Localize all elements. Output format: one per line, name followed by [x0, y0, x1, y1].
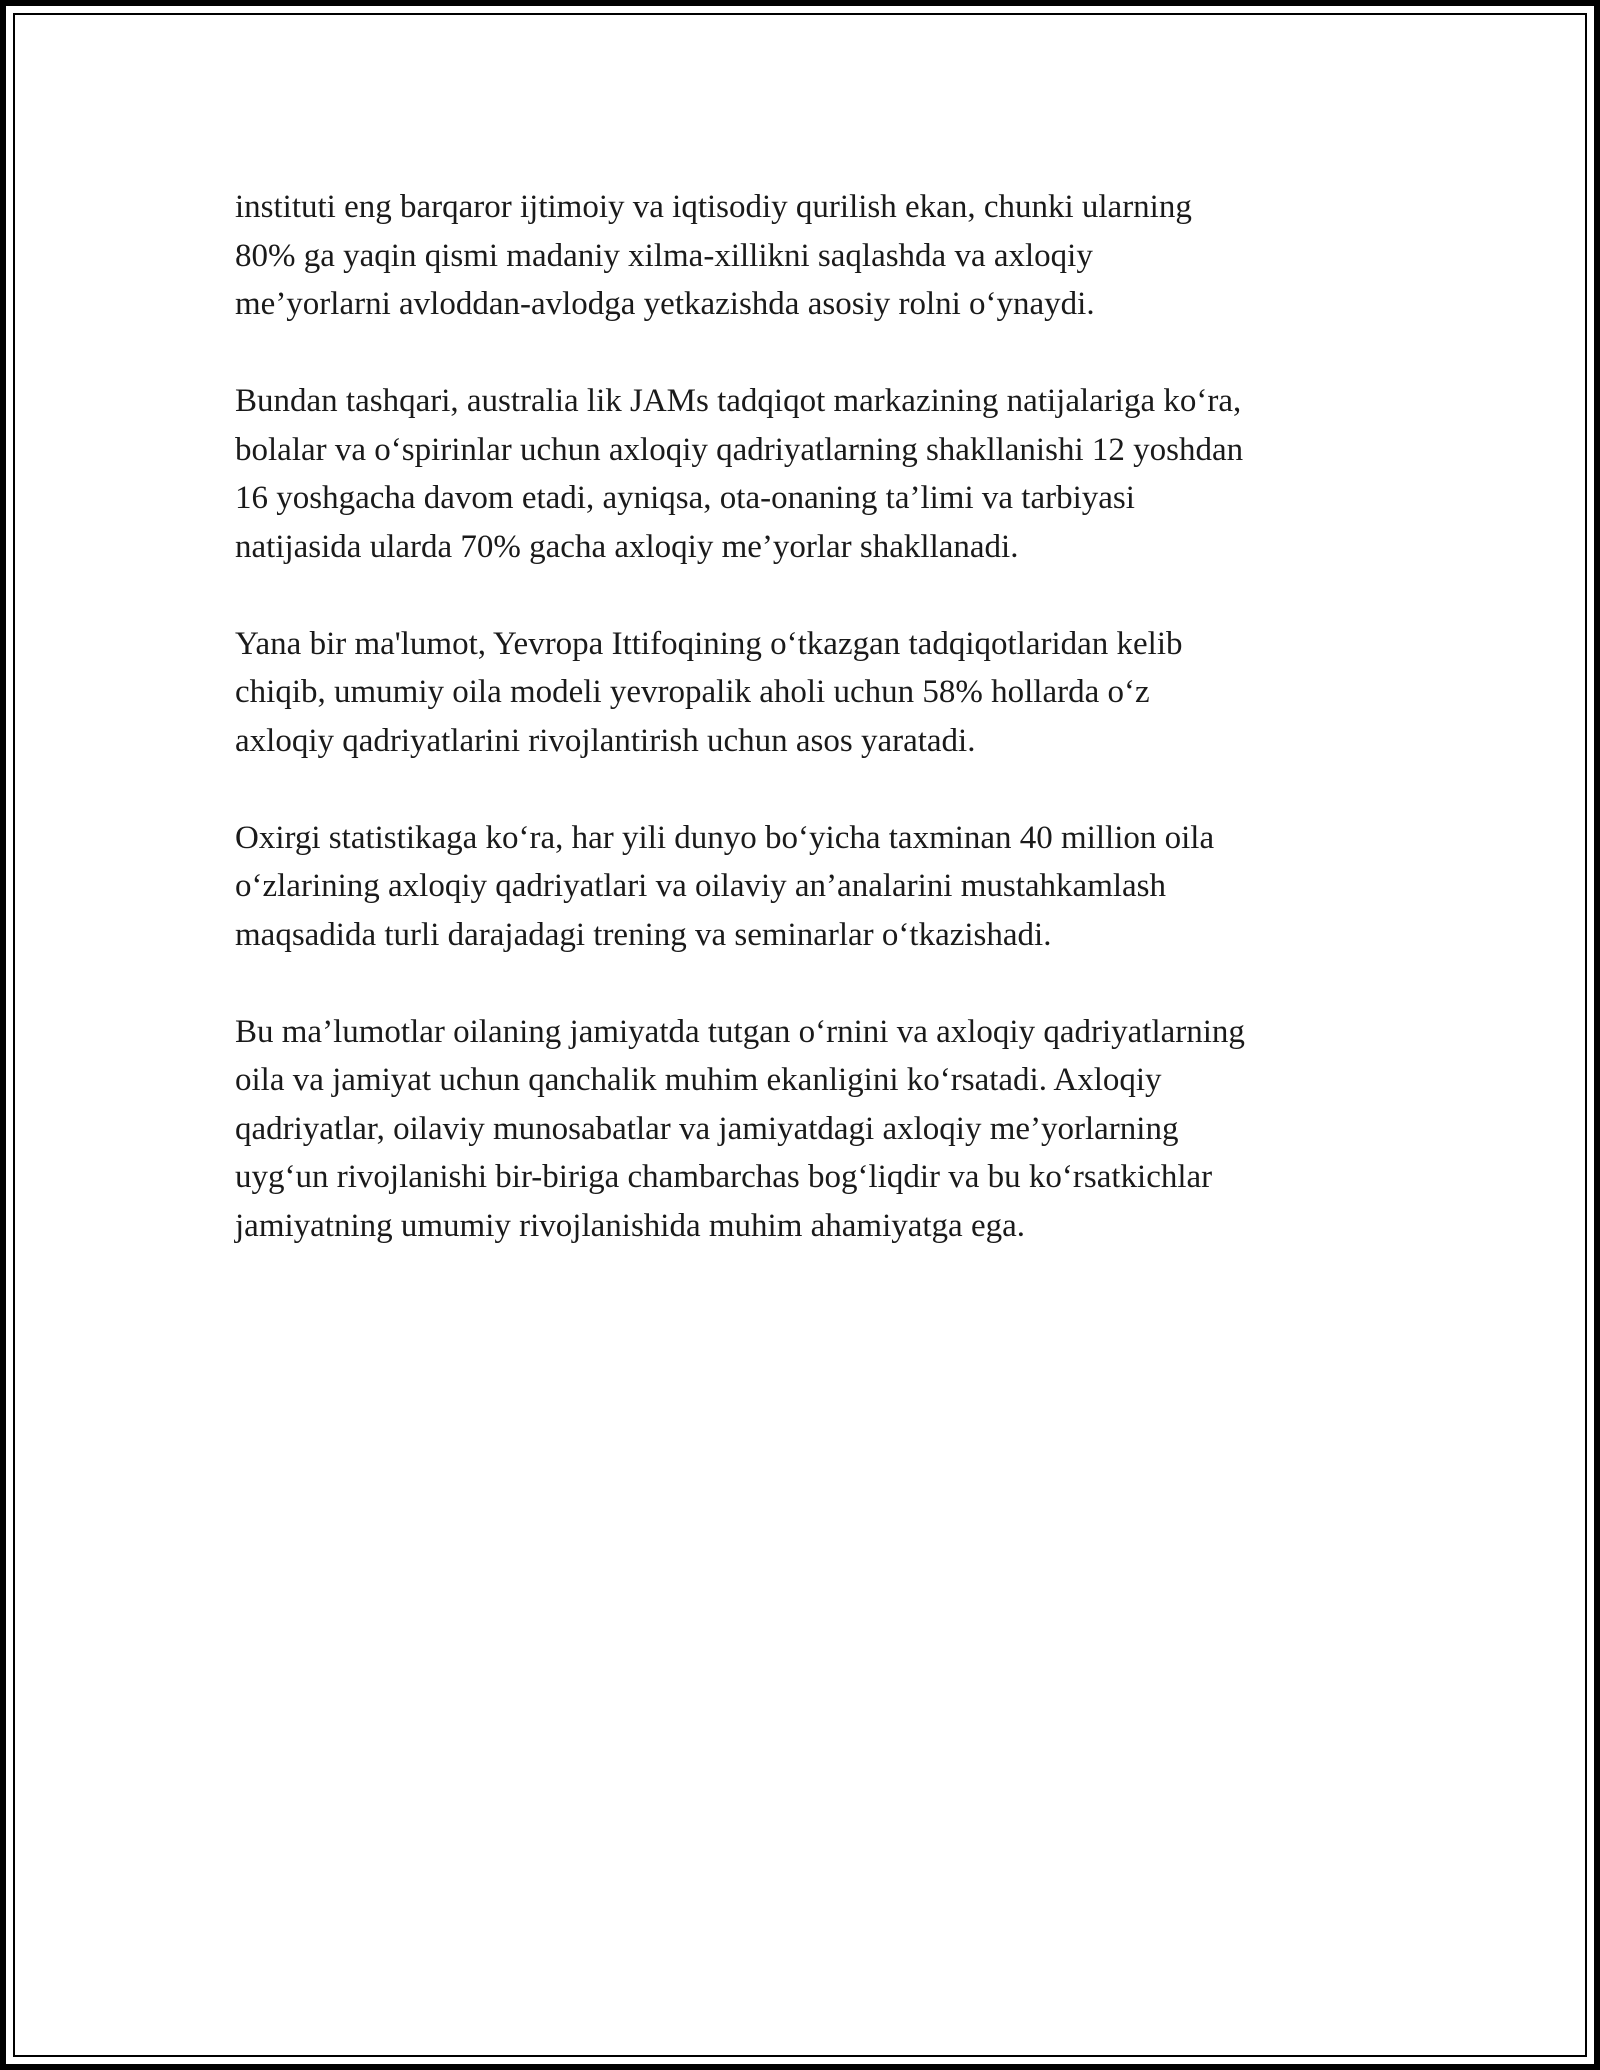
paragraph-4	[235, 814, 1385, 960]
text-line: Oxirgi statistikaga ko‘ra, har yili dunyo bo‘yicha taxminan 40 million oila	[235, 819, 1215, 856]
text-line: chiqib, umumiy oila modeli yevropalik aholi uchun 58% hollarda o‘z	[235, 674, 1150, 710]
text-line: o‘zlarining axloqiy qadriyatlari va oilaviy an’analarini mustahkamlash	[235, 868, 1167, 904]
paragraph-1	[235, 183, 1385, 329]
text-line: Yana bir ma'lumot, Yevropa Ittifoqining o‘tkazgan tadqiqotlaridan kelib	[235, 625, 1183, 662]
document-body	[235, 183, 1385, 1299]
paragraph-5	[235, 1008, 1385, 1251]
text-line: uyg‘un rivojlanishi bir-biriga chambarchas bog‘liqdir va bu ko‘rsatkichlar	[235, 1159, 1213, 1195]
text-line: oila va jamiyat uchun qanchalik muhim ekanligini ko‘rsatadi. Axloqiy	[235, 1062, 1162, 1098]
text-line: bolalar va o‘spirinlar uchun axloqiy qadriyatlarning shakllanishi 12 yoshdan	[235, 431, 1244, 468]
text-line: Bundan tashqari, australia lik JAMs tadqiqot markazining natijalariga ko‘ra,	[235, 383, 1242, 419]
paragraph-3	[235, 620, 1385, 766]
text-line: Bu ma’lumotlar oilaning jamiyatda tutgan o‘rnini va axloqiy qadriyatlarning	[235, 1013, 1245, 1050]
text-line: maqsadida turli darajadagi trening va seminarlar o‘tkazishadi.	[235, 916, 1052, 953]
text-line: qadriyatlar, oilaviy munosabatlar va jamiyatdagi axloqiy me’yorlarning	[235, 1110, 1179, 1147]
text-line: jamiyatning umumiy rivojlanishida muhim ahamiyatga ega.	[235, 1207, 1026, 1244]
text-line: 80% ga yaqin qismi madaniy xilma-xillikni saqlashda va axloqiy	[235, 237, 1093, 274]
text-line: natijasida ularda 70% gacha axloqiy me’yorlar shakllanadi.	[235, 528, 1019, 565]
text-line: 16 yoshgacha davom etadi, ayniqsa, ota-onaning ta’limi va tarbiyasi	[235, 480, 1135, 516]
text-line: axloqiy qadriyatlarini rivojlantirish uchun asos yaratadi.	[235, 722, 976, 759]
paragraph-2	[235, 377, 1385, 571]
text-line: instituti eng barqaror ijtimoiy va iqtisodiy qurilish ekan, chunki ularning	[235, 189, 1192, 225]
text-line: me’yorlarni avloddan-avlodga yetkazishda asosiy rolni o‘ynaydi.	[235, 286, 1095, 322]
